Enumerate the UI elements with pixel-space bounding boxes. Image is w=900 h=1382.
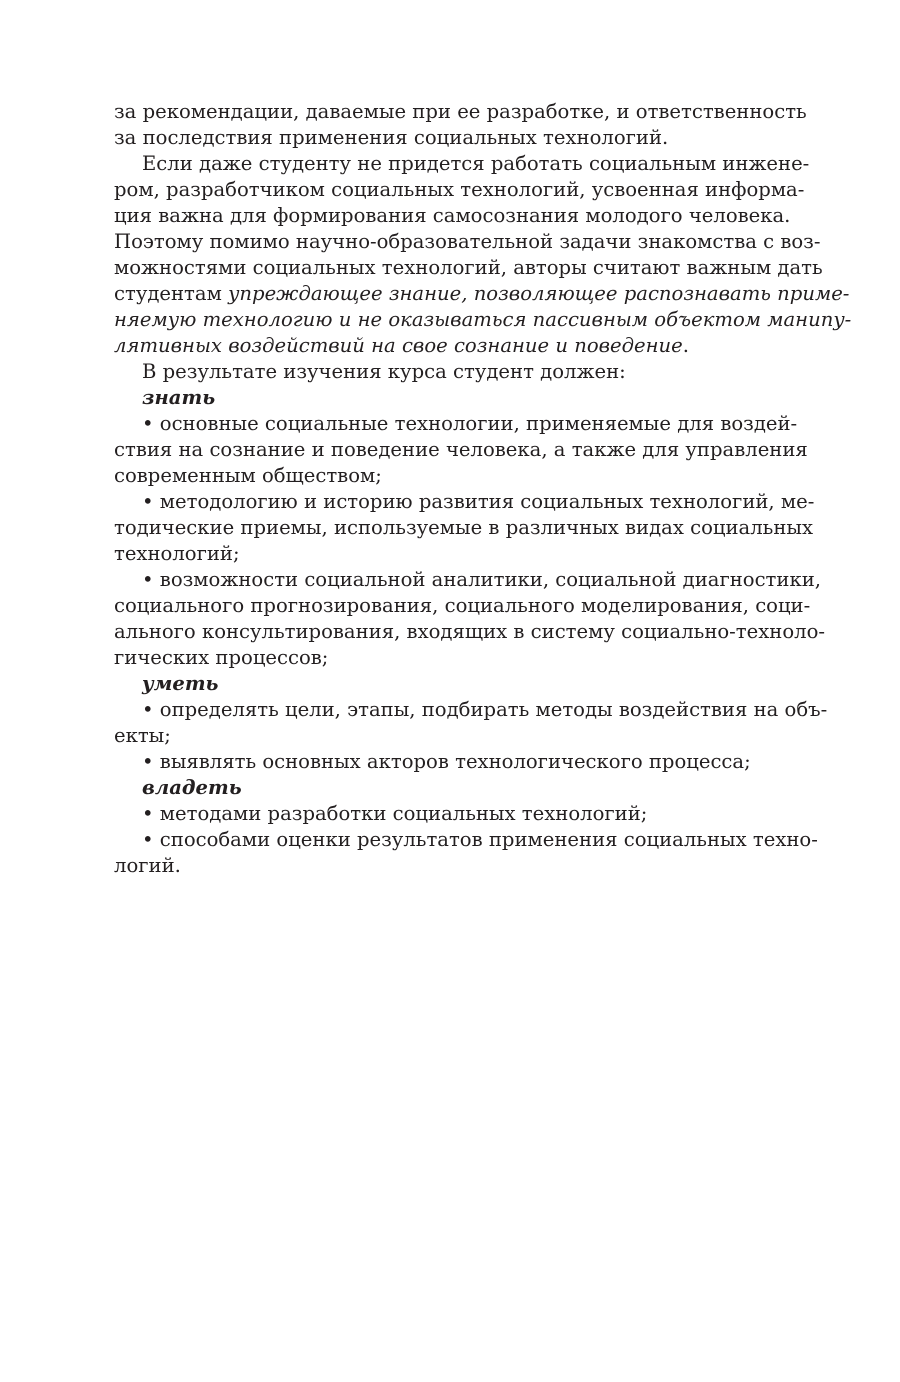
text-line: • способами оценки результатов применения социальных техно-	[142, 828, 818, 851]
text-line	[114, 333, 788, 359]
text-line: • методами разработки социальных технологий;	[142, 802, 648, 825]
heading-able: уметь	[142, 672, 219, 695]
text-line: за рекомендации, даваемые при ее разработке, и ответственность	[114, 100, 807, 123]
text-plain: .	[682, 334, 689, 357]
list-item	[114, 827, 818, 879]
text-line: • основные социальные технологии, применяемые для воздей-	[142, 412, 798, 435]
text-line: • выявлять основных акторов технологического процесса;	[142, 750, 751, 773]
text-line: Если даже студенту не придется работать социальным инжене-	[142, 152, 810, 175]
text-line: современным обществом;	[114, 464, 382, 487]
able-list	[114, 697, 828, 775]
list-item	[114, 567, 826, 671]
text-line: • возможности социальной аналитики, социальной диагностики,	[142, 568, 821, 591]
paragraph-main	[114, 151, 852, 359]
text-line: социального прогнозирования, социального моделирования, соци-	[114, 594, 811, 617]
text-line: ция важна для формирования самосознания молодого человека.	[114, 204, 791, 227]
text-emphasis: лятивных воздействий на свое сознание и поведение	[114, 334, 683, 357]
text-line: за последствия применения социальных технологий.	[114, 126, 669, 149]
text-line: можностями социальных технологий, авторы считают важным дать	[114, 256, 823, 279]
list-item	[114, 801, 788, 827]
list-item	[114, 489, 815, 567]
text-line: гических процессов;	[114, 646, 329, 669]
text-line: тодические приемы, используемые в различных видах социальных	[114, 516, 814, 539]
list-item	[114, 411, 808, 489]
master-list	[114, 801, 818, 879]
document-page	[114, 99, 852, 879]
text-line: Поэтому помимо научно-образовательной задачи знакомства с воз-	[114, 230, 821, 253]
text-line: технологий;	[114, 542, 240, 565]
text-line: ствия на сознание и поведение человека, а также для управления	[114, 438, 808, 461]
text-plain: студентам	[114, 282, 229, 305]
text-emphasis: упреждающее знание, позволяющее распознавать приме-	[228, 282, 850, 305]
paragraph-intro	[114, 99, 807, 151]
result-intro: В результате изучения курса студент должен:	[142, 360, 626, 383]
know-list	[114, 411, 826, 671]
text-line: • определять цели, этапы, подбирать методы воздействия на объ-	[142, 698, 828, 721]
text-line	[114, 281, 850, 307]
text-line: логий.	[114, 854, 181, 877]
text-line: екты;	[114, 724, 171, 747]
list-item	[114, 749, 788, 775]
text-line-emphasis: няемую технологию и не оказываться пассивным объектом манипу-	[114, 308, 852, 331]
text-line: • методологию и историю развития социальных технологий, ме-	[142, 490, 815, 513]
text-line: ром, разработчиком социальных технологий, усвоенная информа-	[114, 178, 805, 201]
heading-master: владеть	[142, 776, 242, 799]
text-line: ального консультирования, входящих в систему социально-техноло-	[114, 620, 826, 643]
list-item	[114, 697, 828, 749]
heading-know: знать	[142, 386, 216, 409]
